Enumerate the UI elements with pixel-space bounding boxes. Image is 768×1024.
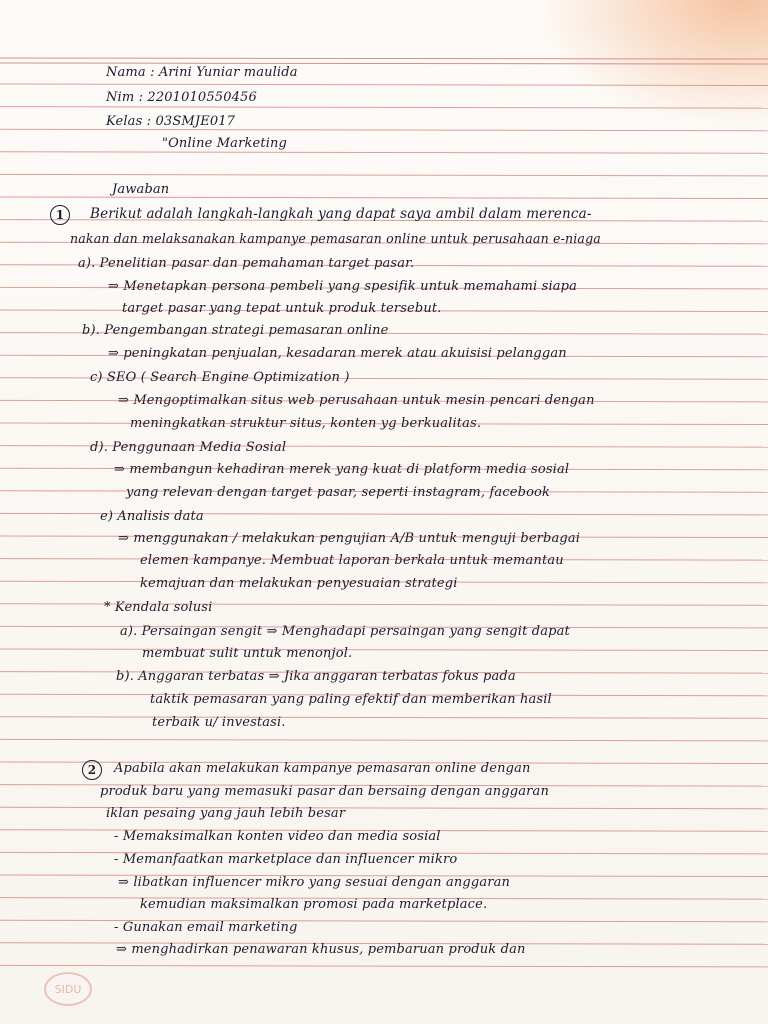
answer-line: ⇒ membangun kehadiran merek yang kuat di platform media sosial [114, 462, 570, 477]
answer-line: kemudian maksimalkan promosi pada marketplace. [140, 897, 488, 912]
rule-line [0, 58, 768, 59]
rule-line [0, 84, 768, 86]
rule-line [0, 649, 768, 651]
rule-line [0, 107, 768, 109]
answer-line: ⇒ Menetapkan persona pembeli yang spesifik untuk memahami siapa [108, 279, 578, 294]
rule-line [0, 965, 768, 967]
answer-line: nakan dan melaksanakan kampanye pemasaran online untuk perusahaan e-niaga [70, 231, 601, 246]
rule-line [0, 717, 768, 719]
answer-line: taktik pemasaran yang paling efektif dan memberikan hasil [150, 692, 552, 707]
answer-line: c) SEO ( Search Engine Optimization ) [90, 370, 350, 385]
answer-line: iklan pesaing yang jauh lebih besar [106, 806, 346, 821]
question-2-number: 2 [82, 760, 102, 780]
answer-line: - Memaksimalkan konten video dan media sosial [114, 829, 441, 844]
answer-line: kemajuan dan melakukan penyesuaian strategi [140, 576, 458, 591]
answer-line: a). Persaingan sengit ⇒ Menghadapi persaingan yang sengit dapat [120, 624, 570, 639]
answer-line: - Gunakan email marketing [114, 920, 298, 935]
rule-line [0, 129, 768, 131]
notebook-brand-stamp: SIDU [44, 972, 92, 1006]
answer-line: Apabila akan melakukan kampanye pemasaran online dengan [114, 761, 531, 776]
answer-line: membuat sulit untuk menonjol. [142, 646, 353, 661]
rule-line [0, 63, 768, 64]
student-name: Nama : Arini Yuniar maulida [106, 65, 298, 80]
answer-line: ⇒ menggunakan / melakukan pengujian A/B untuk menguji berbagai [118, 531, 581, 546]
answer-line: Berikut adalah langkah-langkah yang dapat saya ambil dalam merenca- [90, 206, 592, 222]
student-nim: Nim : 2201010550456 [106, 90, 257, 105]
answer-line: ⇒ Mengoptimalkan situs web perusahaan untuk mesin pencari dengan [118, 393, 595, 408]
question-1-number: 1 [50, 205, 70, 225]
answer-heading: Jawaban [112, 182, 170, 197]
answer-line: b). Anggaran terbatas ⇒ Jika anggaran terbatas fokus pada [116, 669, 516, 684]
answer-line: elemen kampanye. Membuat laporan berkala untuk memantau [140, 553, 564, 568]
answer-line: - Memanfaatkan marketplace dan influencer mikro [114, 852, 458, 867]
answer-line: * Kendala solusi [104, 600, 213, 615]
answer-line: meningkatkan struktur situs, konten yg berkualitas. [130, 416, 482, 431]
rule-line [0, 739, 768, 741]
answer-line: produk baru yang memasuki pasar dan bersaing dengan anggaran [100, 784, 549, 799]
answer-line: target pasar yang tepat untuk produk tersebut. [122, 301, 442, 316]
rule-line [0, 197, 768, 199]
rule-line [0, 174, 768, 176]
answer-line: ⇒ libatkan influencer mikro yang sesuai dengan anggaran [118, 875, 511, 890]
answer-line: e) Analisis data [100, 509, 204, 524]
student-class: Kelas : 03SMJE017 [106, 114, 236, 129]
answer-line: a). Penelitian pasar dan pemahaman target pasar. [78, 256, 415, 271]
answer-line: ⇒ peningkatan penjualan, kesadaran merek atau akuisisi pelanggan [108, 346, 567, 361]
assignment-topic: "Online Marketing [162, 136, 287, 151]
answer-line: ⇒ menghadirkan penawaran khusus, pembaruan produk dan [116, 942, 526, 957]
answer-line: b). Pengembangan strategi pemasaran online [82, 323, 389, 338]
answer-line: terbaik u/ investasi. [152, 715, 286, 730]
answer-line: d). Penggunaan Media Sosial [90, 440, 287, 455]
rule-line [0, 152, 768, 154]
answer-line: yang relevan dengan target pasar, seperti instagram, facebook [126, 485, 551, 500]
